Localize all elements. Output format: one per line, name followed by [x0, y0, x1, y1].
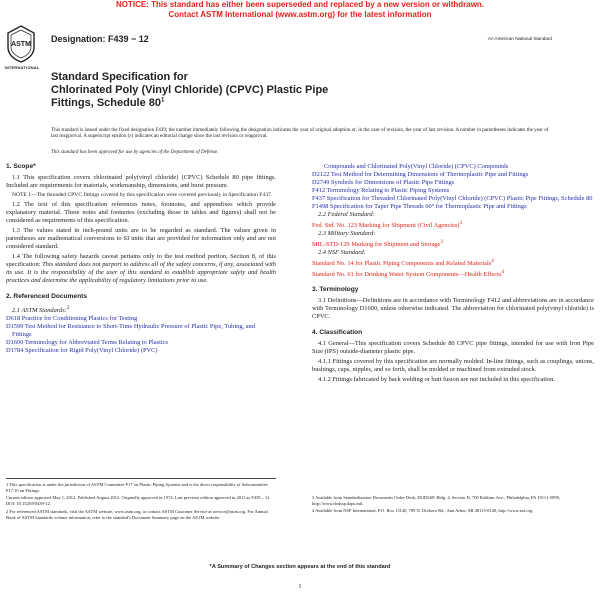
title-line-3	[51, 97, 411, 110]
section-heading-classification: 4. Classification	[312, 328, 363, 336]
title-footnote-marker: 1	[161, 97, 165, 104]
footnotes-right	[312, 495, 594, 516]
ref-link-d1784[interactable]: D1784 Specification for Rigid Poly(Vinyl Chloride) (PVC)	[6, 347, 158, 355]
section-heading-scope: 1. Scope*	[6, 163, 36, 170]
title-line-3-text: Fittings, Schedule 80	[51, 97, 162, 109]
ref-link-d2749[interactable]: D2749 Symbols for Dimensions of Plastic Pipe Fittings	[312, 179, 455, 186]
astm-logo	[6, 25, 36, 63]
footnote-1: 1 This specification is under the jurisdiction of ASTM Committee F17 on Plastic Piping Systems and is the direct responsibility of Subcommittee F17.10 on Fittings.	[6, 482, 268, 493]
ref-link-d2122[interactable]: D2122 Test Method for Determining Dimensions of Thermoplastic Pipe and Fittings	[312, 171, 529, 178]
ref-link-f412[interactable]: F412 Terminology Relating to Plastic Piping Systems	[312, 187, 450, 194]
ref-link-nsf-14[interactable]: Standard No. 14 for Plastic Piping Components and Related Materials$^4$	[312, 258, 494, 268]
designation: Designation: F439 − 12	[51, 34, 149, 44]
ref-link-f437[interactable]: F437 Specification for Threaded Chlorinated Poly(Vinyl Chloride) (CPVC) Plastic Pipe Fittings, Schedule 80	[312, 195, 593, 202]
paragraph-1-1: 1.1 This specification covers chlorinated poly(vinyl chloride) (CPVC) Schedule 80 pipe fittings. Included are requirements for materials, workmanship, dimensions, and burst pressure.	[6, 174, 276, 189]
astm-standards-heading: 2.1 ASTM Standards:$^2$	[12, 305, 70, 315]
dod-approval-note: This standard has been approved for use by agencies of the Department of Defense.	[51, 150, 219, 155]
paragraph-1-4	[6, 253, 276, 285]
astm-logo-mark	[6, 25, 36, 63]
ref-link-f1498[interactable]: F1498 Specification for Taper Pipe Threads 60° for Thermoplastic Pipe and Fittings	[312, 203, 527, 210]
ref-link-fed-std-123[interactable]: Fed. Std. No. 123 Marking for Shipment (Civil Agencies)$^3$	[312, 220, 463, 230]
ref-link-d1599[interactable]: D1599 Test Method for Resistance to Short-Time Hydraulic Pressure of Plastic Pipe, Tubing, and Fittings	[6, 323, 255, 339]
footnote-4: 4 Available from NSF International, P.O. Box 13140, 789 N. Dixboro Rd., Ann Arbor, MI 48113-0140, http://www.nsf.org.	[312, 508, 534, 514]
supersede-notice	[0, 0, 600, 20]
summary-of-changes-note: *A Summary of Changes section appears at the end of this standard	[209, 564, 391, 570]
nsf-standard-heading: 2.4 NSF Standard:	[318, 249, 366, 257]
logo-caption: INTERNATIONAL	[4, 65, 40, 70]
title-line-1: Standard Specification for	[51, 71, 188, 83]
ref-link-d618[interactable]: D618 Practice for Conditioning Plastics for Testing	[6, 315, 138, 323]
ref-link-nsf-61[interactable]: Standard No. 61 for Drinking Water System Components—Health Effects$^4$	[312, 269, 505, 279]
paragraph-1-2: 1.2 The text of this specification references notes, footnotes, and appendixes which provide explanatory material. These notes and footnotes (excluding those in tables and figures) shall not be considered as requirements of this specification.	[6, 201, 276, 224]
notice-line-2: Contact ASTM International (www.astm.org) for the latest information	[168, 10, 432, 19]
ref-link-mil-std-129[interactable]: MIL-STD-129 Marking for Shipment and Storage$^3$	[312, 239, 443, 249]
paragraph-1-4-lead: 1.4 The following safety hazards caveat pertains only to the test method portion, Section 8, of this specification:	[6, 253, 276, 268]
section-heading-terminology: 3. Terminology	[312, 285, 359, 293]
title-line-2: Chlorinated Poly (Vinyl Chloride) (CPVC) Plastic Pipe	[51, 84, 329, 96]
paragraph-1-3: 1.3 The values stated in inch-pound units are to be regarded as standard. The values given in parentheses are mathematical conversions to SI units that are provided for information only and are not considered standard.	[6, 227, 276, 250]
svg-text:ASTM: ASTM	[11, 41, 31, 48]
note-1: NOTE 1—The threaded CPVC fittings covered by this specification were covered previously in Specification F437.	[12, 192, 273, 198]
section-heading-referenced-documents: 2. Referenced Documents	[6, 293, 87, 300]
ref-link-d1600[interactable]: D1600 Terminology for Abbreviated Terms Relating to Plastics	[6, 339, 168, 347]
ref-link-d1784-continued[interactable]: Compounds and Chlorinated Poly(Vinyl Chloride) (CPVC) Compounds	[324, 163, 509, 170]
footnote-3: 3 Available from Standardization Documents Order Desk, DODSSP, Bldg. 4, Section D, 700 Robbins Ave., Philadelphia, PA 19111-5098, http://www.dodssp.daps.mil.	[312, 495, 560, 506]
left-column	[6, 163, 276, 355]
footnotes-left	[6, 478, 276, 522]
paragraph-4-1-2: 4.1.2 Fittings fabricated by back welding or butt fusion are not included in this specification.	[318, 375, 555, 383]
issuance-statement: This standard is issued under the fixed designation F439; the number immediately following the designation indicates the year of original adoption or, in the case of revision, the year of last revision. A number in parentheses indicates the year of last reapproval. A superscript epsilon (ε) indicates an editorial change since the last revision or reapproval.	[51, 127, 549, 140]
paragraph-3-1: 3.1 Definitions—Definitions are in accordance with Terminology F412 and abbreviations are in accordance with Terminology D1600, unless otherwise indicated. The abbreviation for chlorinated poly(vinyl chloride) is CPVC.	[312, 296, 594, 320]
paragraph-4-1: 4.1 General—This specification covers Schedule 80 CPVC pipe fittings, intended for use with Iron Pipe Size (IPS) outside-diameter plastic pipe.	[312, 339, 594, 355]
military-standard-heading: 2.3 Military Standard:	[318, 230, 376, 238]
footnote-1-edition: Current edition approved May 1, 2012. Published August 2012. Originally approved in 1974. Last previous edition approved in 2011 as F439 – 11. DOI: 10.1520/F0439-12.	[6, 495, 271, 507]
paragraph-4-1-1: 4.1.1 Fittings covered by this specification are normally molded. In-line fittings, such as couplings, unions, bushings, caps, nipples, and so forth, shall be molded or machined from extruded stock.	[312, 357, 594, 373]
footnote-2: 2 For referenced ASTM standards, visit the ASTM website, www.astm.org, or contact ASTM Customer Service at service@astm.org. For Annual Book of ASTM Standards volume information, refer to the standard's Document Summary page on the ASTM website.	[6, 508, 268, 520]
page-number: 1	[298, 584, 302, 590]
national-standard-label: An American National Standard	[487, 36, 552, 41]
federal-standard-heading: 2.2 Federal Standard:	[318, 211, 375, 218]
right-column	[312, 163, 594, 386]
safety-caveat: This standard does not purport to address all of the safety concerns, if any, associated with its use. It is the responsibility of the user of this standard to establish appropriate safety and health practices and determine the applicability of regulatory limitations prior to use.	[6, 261, 276, 284]
document-title	[51, 71, 411, 110]
notice-line-1: NOTICE: This standard has either been superseded and replaced by a new version or withdrawn.	[115, 0, 485, 9]
